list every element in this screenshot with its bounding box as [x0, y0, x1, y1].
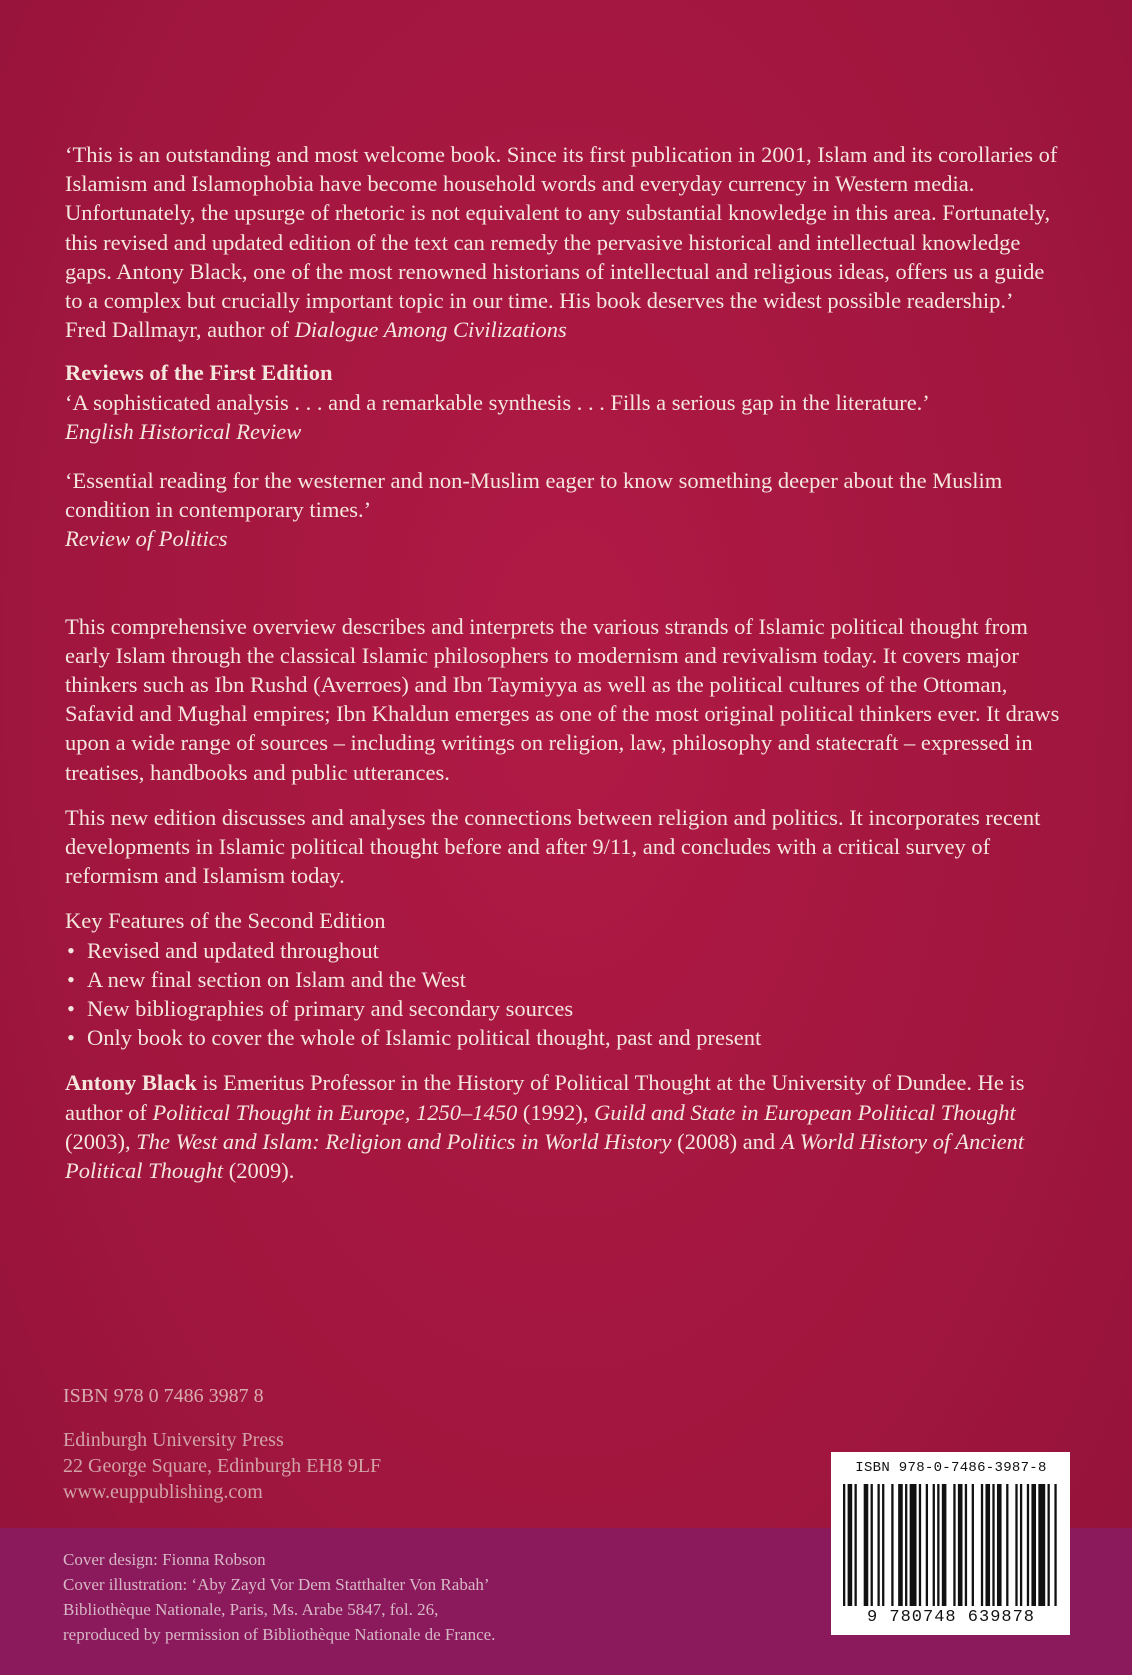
publisher-address: 22 George Square, Edinburgh EH8 9LF — [63, 1455, 382, 1477]
barcode-bar — [997, 1484, 1002, 1606]
barcode-bar — [992, 1484, 994, 1606]
review-item — [65, 466, 1065, 554]
publisher-website: www.euppublishing.com — [63, 1481, 263, 1503]
description-paragraph: This comprehensive overview describes and interprets the various strands of Islamic political thought from early Islam through the classical Islamic philosophers to modernism and revivalism today. It covers major thinkers such as Ibn Rushd (Averroes) and Ibn Taymiyya as well as the political cultures of the Ottoman, Safavid and Mughal empires; Ibn Khaldun emerges as one of the most original political thinkers ever. It draws upon a wide range of sources – including writings on religion, law, philosophy and statecraft – expressed in treatises, handbooks and public utterances. — [65, 613, 1060, 785]
barcode-bar — [854, 1484, 856, 1606]
review-item — [65, 388, 1065, 446]
barcode-bar — [926, 1484, 928, 1606]
author-name: Antony Black — [65, 1070, 197, 1096]
features-list — [65, 936, 1065, 1053]
barcode-isbn-label: ISBN 978-0-7486-3987-8 — [855, 1460, 1047, 1476]
barcode-bar — [882, 1484, 884, 1606]
barcode-bar — [958, 1484, 963, 1606]
cover-text — [65, 140, 1065, 1185]
features-heading: Key Features of the Second Edition — [65, 908, 386, 934]
barcode-box — [831, 1452, 1070, 1635]
review-quote: ‘A sophisticated analysis . . . and a remarkable synthesis . . . Fills a serious gap in the literature.’ — [65, 389, 930, 415]
publisher-name: Edinburgh University Press — [63, 1429, 284, 1451]
barcode-bar — [898, 1484, 903, 1606]
barcode-bar — [1054, 1484, 1056, 1606]
barcode-bar — [1048, 1484, 1050, 1606]
barcode-bar — [877, 1484, 879, 1606]
barcode-bar — [1020, 1484, 1022, 1606]
book-title: Guild and State in European Political Thought — [594, 1099, 1016, 1125]
reviews-heading: Reviews of the First Edition — [65, 360, 333, 386]
barcode-icon — [839, 1484, 1063, 1606]
barcode-bar — [965, 1484, 967, 1606]
barcode-bar — [1006, 1484, 1008, 1606]
barcode-bar — [871, 1484, 873, 1606]
barcode-bar — [910, 1484, 917, 1606]
barcode-bar — [933, 1484, 935, 1606]
cover-credits — [63, 1547, 495, 1647]
barcode-bar — [937, 1484, 939, 1606]
barcode-bar — [953, 1484, 955, 1606]
isbn-text: ISBN 978 0 7486 3987 8 — [63, 1385, 264, 1407]
barcode-bar — [891, 1484, 893, 1606]
barcode-bar — [942, 1484, 947, 1606]
credit-source: Bibliothèque Nationale, Paris, Ms. Arabe 5847, fol. 26, — [63, 1600, 439, 1619]
feature-item: • Revised and updated throughout — [65, 936, 1065, 965]
credit-permission: reproduced by permission of Bibliothèque Nationale de France. — [63, 1625, 496, 1644]
feature-item: • A new final section on Islam and the West — [65, 965, 1065, 994]
barcode-bar — [848, 1484, 853, 1606]
barcode-bar — [1031, 1484, 1036, 1606]
attribution-title: Dialogue Among Civilizations — [294, 317, 567, 343]
book-title: Political Thought in Europe, 1250–1450 — [152, 1099, 518, 1125]
barcode-bar — [843, 1484, 845, 1606]
barcode-bar — [985, 1484, 990, 1606]
barcode-digits: 9 780748 639878 — [866, 1608, 1036, 1627]
review-source: English Historical Review — [65, 418, 302, 444]
feature-item: • New bibliographies of primary and secondary sources — [65, 994, 1065, 1023]
barcode-bar — [1027, 1484, 1029, 1606]
description-paragraph: This new edition discusses and analyses the connections between religion and politics. It incorporates recent developments in Islamic political thought before and after 9/11, and concludes with a critical survey of reformism and Islamism today. — [65, 804, 1041, 889]
praise-attribution — [65, 315, 1065, 344]
barcode-bar — [905, 1484, 907, 1606]
review-quote: ‘Essential reading for the westerner and non-Muslim eager to know something deeper about the Muslim condition in contemporary times.’ — [65, 468, 1003, 523]
book-title: The West and Islam: Religion and Politics in World History — [136, 1128, 672, 1154]
barcode-bar — [919, 1484, 921, 1606]
credit-design: Cover design: Fionna Robson — [63, 1550, 266, 1569]
barcode-bar — [1038, 1484, 1045, 1606]
barcode-bar — [972, 1484, 974, 1606]
credit-illustration: Cover illustration: ‘Aby Zayd Vor Dem Statthalter Von Rabah’ — [63, 1575, 490, 1594]
barcode-bar — [1015, 1484, 1017, 1606]
feature-item: • Only book to cover the whole of Islamic political thought, past and present — [65, 1023, 1065, 1052]
praise-quote: ‘This is an outstanding and most welcome book. Since its first publication in 2001, Islam and its corollaries of Islamism and Islamophobia have become household words and everyday currency in Western media. Unfortunately, the upsurge of rhetoric is not equivalent to any substantial knowledge in this area. Fortunately, this revised and updated edition of the text can remedy the pervasive historical and intellectual knowledge gaps. Antony Black, one of the most renowned historians of intellectual and religious ideas, offers us a guide to a complex but crucially important topic in our time. His book deserves the widest possible readership.’ — [65, 142, 1058, 314]
review-source: Review of Politics — [65, 526, 228, 552]
barcode-bar — [864, 1484, 869, 1606]
publisher-info — [63, 1427, 381, 1505]
book-title: A World History of Ancient Political Thought — [65, 1128, 1025, 1184]
attribution-prefix: Fred Dallmayr, author of — [65, 317, 295, 343]
barcode-bar — [981, 1484, 983, 1606]
author-bio: Antony Black is Emeritus Professor in the History of Political Thought at the University of Dundee. He is author of Political Thought in Europe, 1250–1450 (1992), Guild and State in European Political Thought (2003), The West and Islam: Religion and Politics in World History (2008) and A World History of Ancient Political Thought (2009). — [65, 1070, 1025, 1184]
